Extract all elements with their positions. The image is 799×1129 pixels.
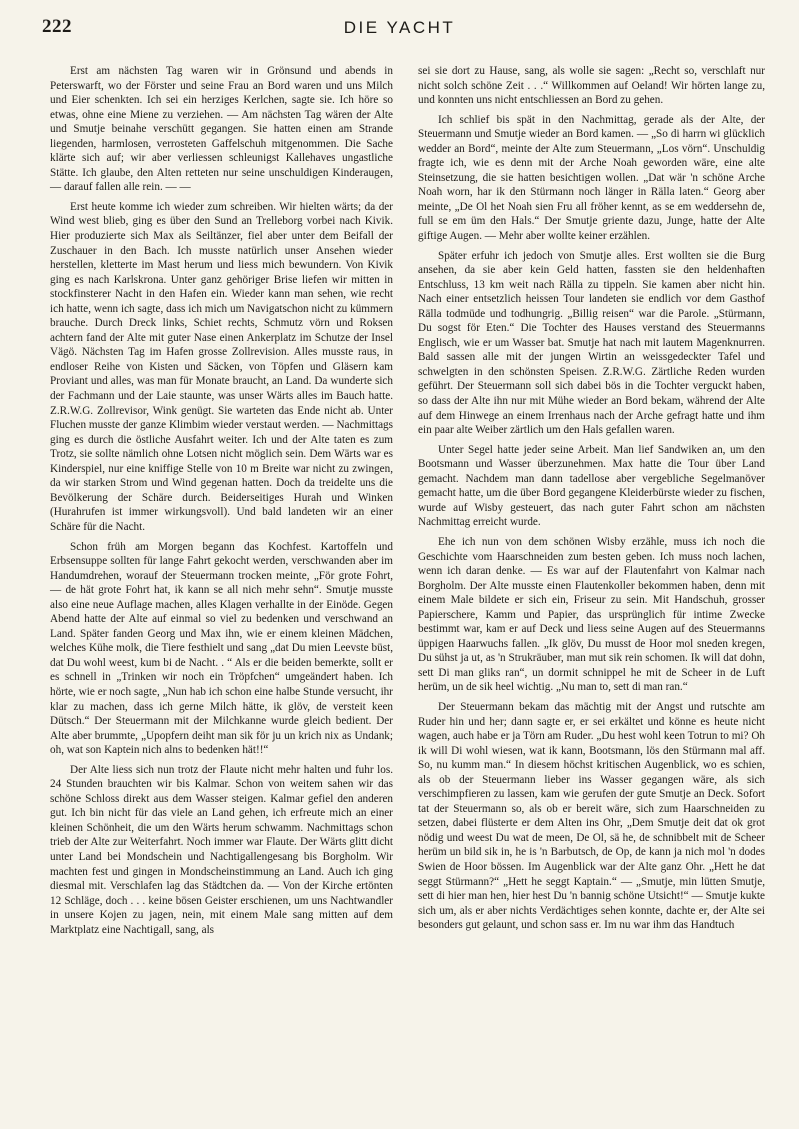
running-title: DIE YACHT <box>343 18 456 37</box>
right-column <box>418 64 765 938</box>
paragraph: Unter Segel hatte jeder seine Arbeit. Man lief Sandwiken an, um den Bootsmann und Wasser überzunehmen. Max hatte die Tour über Land gemacht. Nachdem man dann tadellose aber vergebliche Segelmanöver gemacht hatte, um die über Bord gegangene Kleiderbürste wieder zu fischen, wurde auf Wisby gesteuert, das nach guter Fahrt schon am nächsten Nachmittag erreicht wurde. <box>418 443 765 529</box>
paragraph-continued: sei sie dort zu Hause, sang, als wolle sie sagen: „Recht so, verschlaft nur nicht solch schöne Zeit . . .“ Willkommen auf Oeland! Wir hörten lange zu, und konnten uns nicht entschliessen an Bord zu gehen. <box>418 65 765 107</box>
paragraph: Erst heute komme ich wieder zum schreiben. Wir hielten wärts; da der Wind west blieb, ging es über den Sund an Trelleborg vorbei nach Kivik. Hier produzierte sich Max als Seiltänzer, fiel aber unter dem Beifall der Zuschauer in den Bach. Ich musste natürlich unser Ansehen wieder herstellen, kletterte im Mast herum und liess mich bewundern. Von Kivik ging es nach Karlskrona. Unter ganz gehöriger Brise liefen wir mitten in stockfinsterer Nacht in den Hafen ein. Wieder kann man sehen, wie recht ich hatte, wenn ich sagte, dass ich mich um Navigatschon nicht zu kümmern brauche. Durch Dreck links, Schiet rechts, Schmutz vörn und Roksen achtern fand der Alte mit guter Nase einen Ankerplatz im Schutze der Insel Vägö. Nächsten Tag im Hafen grosse Zollrevision. Alles musste raus, in endloser Reihe von Kisten und Säcken, von Töpfen und Gläsern kam Proviant und alles, was man für Monate braucht, an Land. Da wunderte sich der Fachmann und der Laie staunte, was unser Wärts alles im Bauch hatte. Z.R.W.G. Zollrevisor, Wink genügt. Sie warteten das Ende nicht ab. Unter Fluchen musste der ganze Klimbim wieder verstaut werden. — Nachmittags ging es durch die östliche Ausfahrt weiter. Ich und der Alte taten es zum Trotz, sie sollte nämlich ohne Lotsen nicht möglich sein. Dem Wärts war es Kinderspiel, nur eine kniffige Stelle von 10 m Breite war nicht zu zwingen, da wir starken Strom und Wind gegenan hatten. Doch da treidelte uns die Bevölkerung der Schäre durch. Beiderseitiges Hurah und Winken (Hurahrufen ist immer wirkungsvoll). Und bald landeten wir an einer Schäre für die Nacht. <box>50 200 393 533</box>
paragraph: Ich schlief bis spät in den Nachmittag, gerade als der Alte, der Steuermann und Smutje wieder an Bord kamen. — „So di harrn wi glücklich wedder an Bord“, meinte der Alte zum Steuermann, „Los vörn“. Unschuldig fragte ich, wie es denn mit der Arche Noah geworden wäre, eine alte Steinsetzung, die sie hatten besichtigen wollen. „Dat wär 'n schöne Arche Noah worn, har ik den Stürmann noch länger in Rälla laten.“ Georg aber meinte, „De Ol het Noah sien Fru all fröher kennt, as se em weddersehn de, full se em üm den Hals.“ Der Smutje griente dazu, Junge, hatte der Alte giftige Augen. — Mehr aber wollte keiner erzählen. <box>418 113 765 243</box>
paragraph: Der Steuermann bekam das mächtig mit der Angst und rutschte am Ruder hin und her; dann sagte er, er sei erkältet und könne es heute nicht wagen, auch habe er ja Törn am Ruder. „Du hest wohl keen Totrun to mi? Oh ik will Di wohl wiesen, wat ik kann, Bootsmann, lös den Stürmann mal aff. So, nu kumm man.“ In diesem höchst kritischen Augenblick, wo es schien, als ob der Steuermann lieber ins Wasser gegangen wäre, als sich verschimpfieren zu lassen, kam wie gerufen der gute Smutje an Deck. Sofort tat der Steuermann so, als ob er bereit wäre, sich zum Haarschneiden zu setzen, dabei flüsterte er dem Alten ins Ohr, „Dem Smutje deit dat ok grot nödig und weest Du wat de meen, De Ol, sä he, de schnibbelt mit de Scheer herüm un bild sik in, he is 'n Barbutsch, de Op, de kann ja nich mol 'n dodes Swien de Hoor bössen. Im Augenblick war der Alte ganz Ohr. „Hett he dat seggt Stürmann?“ „Hett he seggt Kaptain.“ — „Smutje, min lütten Smutje, sett di hier man hen, hier hest Du 'n bannig schöne Utsicht!“ — Smutje kukte sich um, als er aber nichts Verdächtiges sehen konnte, dachte er, der Alte sei besonders gut gelaunt, und schon sass er. Im nu war ihm das Handtuch <box>418 700 765 932</box>
paragraph: Erst am nächsten Tag waren wir in Grönsund und abends in Peterswarft, wo der Förster und seine Frau an Bord waren und uns Milch und Eier schenkten. Ich sei ein herziges Kerlchen, sagte sie. Ich höre so etwas, ohne eine Miene zu verziehen. — Am nächsten Tag wären der Alte und Smutje beinahe verschütt gegangen. Sie hatten einen am Strande liegenden, harmlosen, verrosteten Gaffelschuh mitgenommen. Die Sache klärte sich auf; wir aber verliessen schleunigst Kallehaves ungastliche Stätte. Ich glaube, den Alten retteten nur seine unschuldigen Kinderaugen, — darauf fallen alle rein. — — <box>50 65 393 194</box>
left-column <box>50 64 393 942</box>
page-number: 222 <box>42 16 72 37</box>
paragraph: Schon früh am Morgen begann das Kochfest. Kartoffeln und Erbsensuppe sollten für lange Fahrt gekocht werden, verschwanden aber im Handumdrehen, worauf der Steuermann trocken meinte, „För grote Fohrt, — de hät grote Fohrt hat, ik kann se all nich mehr sehn“. Smutje musste also eine neue Auflage machen, alles Klagen verhallte in der Einöde. Gegen Abend hatte der Alte auf einmal so viel zu bedenken und verschwand an Land. Später fanden Georg und Max ihn, wie er einem kleinen Mädchen, welches Kühe molk, die Tiere festhielt und sang „dat Du mien Leevste büst, dat Du wohl weest, kum bi de Nacht. . “ Als er die beiden bemerkte, sollt er es schnell in „Trinken wir noch ein Tröpfchen“ umgeändert haben. Ich hörte, wie er noch sagte, „Nun hab ich schon eine halbe Stunde versucht, ihr klar zu machen, dass ich gerne Milch hätte, ik glöv, de versteit keen Dütsch.“ Der Steuermann mit der Milchkanne wurde gleich bedient. Der Alte aber brummte, „Upopfern deiht man sik för ju un krich nix as Undank; oh, wat son Kaptein nich alns to bedenken hät!!“ <box>50 540 393 757</box>
paragraph: Der Alte liess sich nun trotz der Flaute nicht mehr halten und fuhr los. 24 Stunden brauchten wir bis Kalmar. Schon von weitem sahen wir das schöne Schloss direkt aus dem Wasser steigen. Kalmar gefiel den anderen gut. Ich bin nicht für das viele an Land gehen, ich erfreute mich an einer kleinen Schönheit, die um den Wärts herum schwamm. Nachmittags schon trieb der Alte zur Weiterfahrt. Noch immer war Flaute. Der Wärts glitt dicht unter Land bei Mondschein und Nachtigallengesang bis Borgholm. Wir machten fest und gingen in Mondscheinstimmung an Land. Auch ich ging diesmal mit. Verschlafen lag das Städtchen da. — Von der Kirche ertönten 12 Schläge, doch . . . keine bösen Geister erschienen, um uns Nachtwandler in unsere Kojen zu jagen, nein, mit einem Male sang mitten auf dem Marktplatz eine Nachtigall, sang, als <box>50 763 393 936</box>
paragraph: Später erfuhr ich jedoch von Smutje alles. Erst wollten sie die Burg ansehen, da sie aber kein Geld hatten, fassten sie den heldenhaften Entschluss, 13 km weit nach Rälla zu tippeln. Sie kamen aber nicht hin. Nach einer entsetzlich heissen Tour landeten sie endlich vor dem Gasthof Rälla todmüde und todhungrig. „Billig reisen“ war die Parole. „Stürmann, Du sogst för Eten.“ Die Tochter des Hauses verstand des Steuermanns Englisch, wie er um Wasser bat. Smutje hat nach mit lautem Magenknurren. Bald sassen alle mit der jungen Wirtin an weissgedeckter Tafel und schwelgten in den schönsten Speisen. Z.R.W.G. Zärtliche Reden wurden geführt. Der Steuermann soll sich dabei bös in die Tochter verguckt haben, so dass der Alte ihn nur mit Mühe wieder an Bord bekam, während der Alte auf dem Hinwege an einem Irrenhaus nach der Arche gefragt hatte und ihm ein paar alte Weiber zärtlich um den Hals gefallen waren. <box>418 249 765 437</box>
paragraph: Ehe ich nun von dem schönen Wisby erzähle, muss ich noch die Geschichte vom Haarschneiden zum besten geben. Ich muss noch lachen, wenn ich daran denke. — Es war auf der Flautenfahrt von Kalmar nach Borgholm. Der Alte musste einen Flautenkoller bekommen haben, denn mit einem Male bildete er sich ein, Friseur zu sein. Mit Handschuh, grosser Papierschere, Kamm und Papier, das ursprünglich für intime Zwecke bestimmt war, kam er auf Deck und liess seine Augen auf des Steuermanns üppigen Haarwuchs fallen. „Ik glöv, Du musst de Hoor mol sneden kregen, Du sühst ja ut, as 'n Strukräuber, man mut sik rein schomen. Ik will dat dohn, sett Di man gliks ran“, un dormit schnippel he mit de Scheer in de Luft herüm, un de sik heel wichtig. „Nu man to, sett di man ran.“ <box>418 535 765 694</box>
